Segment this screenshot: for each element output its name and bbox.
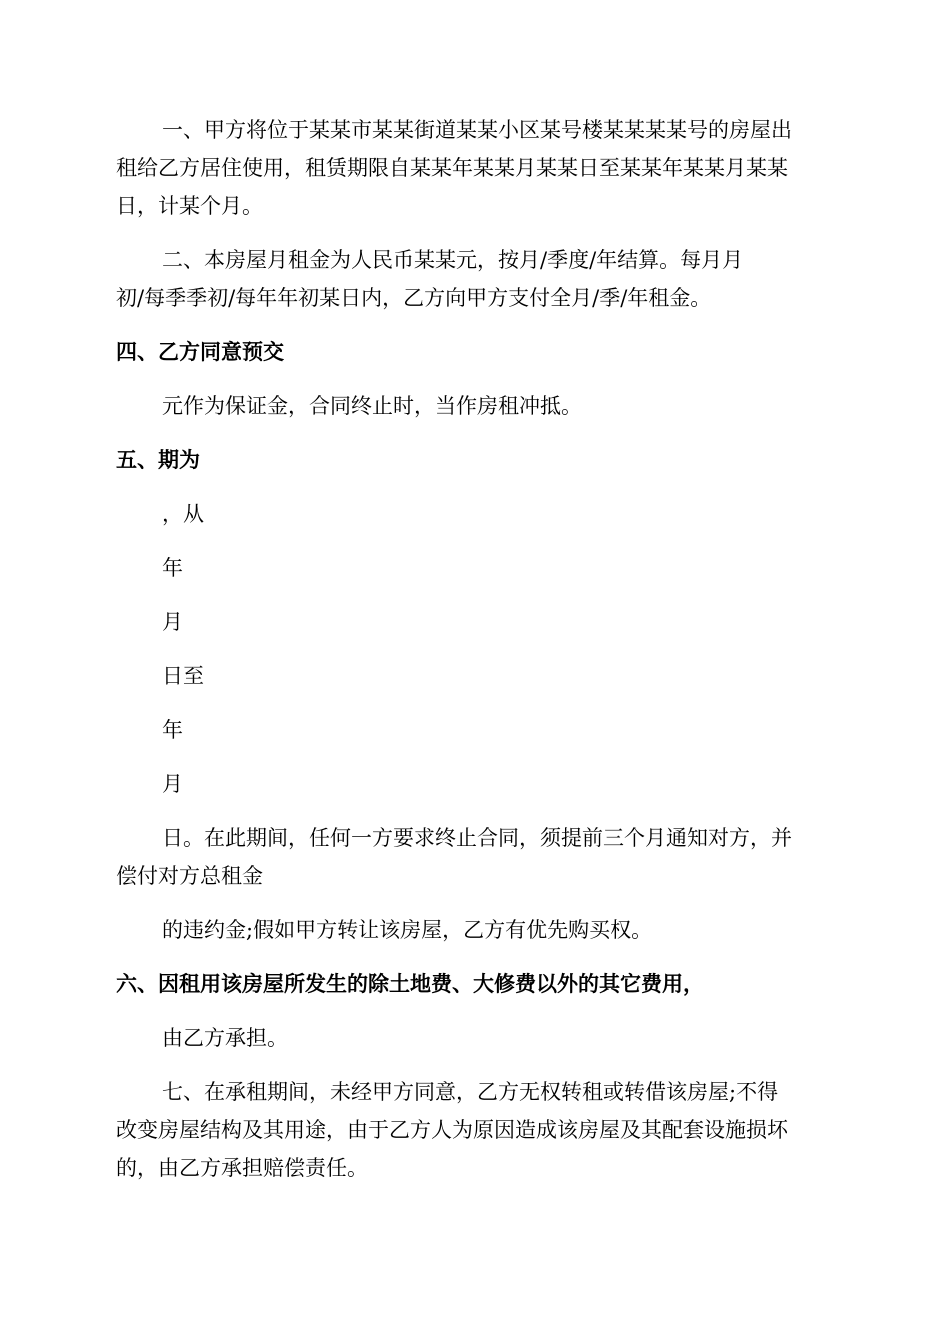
clause-1-line-2: 租给乙方居住使用，租赁期限自某某年某某月某某日至某某年某某月某某: [116, 156, 788, 180]
clause-1-line-3: 日，计某个月。: [116, 194, 263, 218]
clause-2-line-1: 二、本房屋月租金为人民币某某元，按月/季度/年结算。每月月: [162, 248, 744, 272]
clause-4-heading: 四、乙方同意预交: [116, 339, 284, 364]
clause-6-body: 由乙方承担。: [162, 1026, 288, 1050]
clause-2-line-2: 初/每季季初/每年年初某日内，乙方向甲方支付全月/季/年租金。: [116, 286, 712, 310]
clause-7-line-1: 七、在承租期间，未经甲方同意，乙方无权转租或转借该房屋;不得: [162, 1080, 779, 1104]
clause-5-fragment-month-2: 月: [162, 772, 183, 796]
clause-5-fragment-month: 月: [162, 610, 183, 634]
clause-5-fragment-year: 年: [162, 556, 183, 580]
clause-6-heading: 六、因租用该房屋所发生的除土地费、大修费以外的其它费用，: [116, 971, 704, 996]
clause-5-body-line-3: 的违约金;假如甲方转让该房屋，乙方有优先购买权。: [162, 918, 653, 942]
clause-1-line-1: 一、甲方将位于某某市某某街道某某小区某号楼某某某某号的房屋出: [162, 118, 792, 142]
clause-4-body: 元作为保证金，合同终止时，当作房租冲抵。: [162, 394, 582, 418]
clause-5-body-line-1: 日。在此期间，任何一方要求终止合同，须提前三个月通知对方，并: [162, 826, 792, 850]
clause-7-line-3: 的，由乙方承担赔偿责任。: [116, 1156, 368, 1180]
clause-5-fragment-from: ，从: [162, 502, 204, 526]
clause-5-heading: 五、期为: [116, 447, 200, 472]
clause-5-fragment-day-to: 日至: [162, 664, 204, 688]
clause-7-line-2: 改变房屋结构及其用途，由于乙方人为原因造成该房屋及其配套设施损坏: [116, 1118, 788, 1142]
clause-5-fragment-year-2: 年: [162, 718, 183, 742]
clause-5-body-line-2: 偿付对方总租金: [116, 864, 263, 888]
